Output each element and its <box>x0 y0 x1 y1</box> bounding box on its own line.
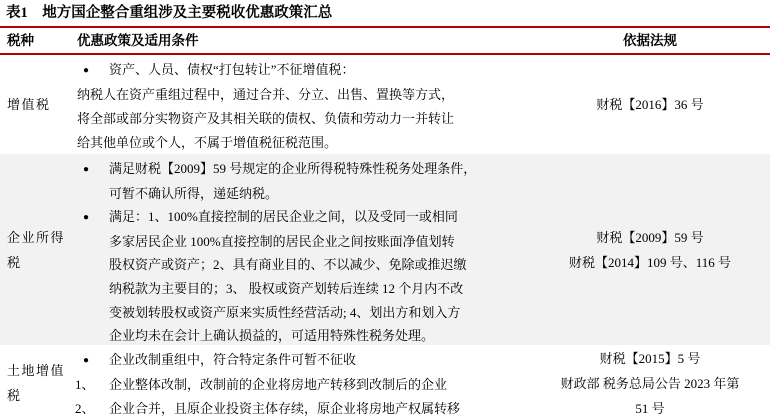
policy-line <box>74 301 554 325</box>
table-row <box>0 345 770 420</box>
basis-cell <box>554 55 770 154</box>
policy-cell <box>74 345 554 420</box>
bullet-icon: ● <box>83 65 90 76</box>
policy-text: 多家居民企业 100%直接控制的居民企业之间按账面净值划转 <box>109 233 455 249</box>
policy-text: 资产、人员、债权“打包转让”不征增值税： <box>109 62 355 77</box>
basis-regulation: 财税【2014】109 号、116 号 <box>568 254 732 270</box>
bullet-icon: ● <box>83 212 90 224</box>
policy-line <box>74 373 554 397</box>
table-title: 表1 地方国企整合重组涉及主要税收优惠政策汇总 <box>0 0 770 28</box>
policy-line <box>74 157 554 182</box>
header-basis: 依据法规 <box>623 33 677 48</box>
policy-cell <box>74 154 554 345</box>
policy-line <box>74 83 554 107</box>
bullet-icon: ● <box>83 355 90 366</box>
policy-text: 纳税人在资产重组过程中，通过合并、分立、出售、置换等方式， <box>77 87 455 102</box>
basis-cell <box>554 154 770 345</box>
policy-text: 企业均未在会计上确认损益的，可适用特殊性税务处理。 <box>109 328 435 344</box>
list-number: 1、 <box>75 377 95 392</box>
basis-regulation: 财税【2016】36 号 <box>596 97 704 112</box>
policy-line <box>74 131 554 155</box>
policy-line <box>74 58 554 83</box>
policy-line <box>74 397 554 420</box>
tax-type-label: 增值税 <box>7 97 51 112</box>
tax-type-label: 企业所得税 <box>7 229 66 270</box>
tax-type-cell <box>0 55 74 154</box>
tax-type-label: 土地增值税 <box>7 363 66 403</box>
basis-regulation: 财税【2015】5 号 <box>599 350 701 366</box>
policy-text: 股权资产或资产；2、具有商业目的、不以减少、免除或推迟缴 <box>109 257 467 273</box>
policy-line <box>74 253 554 277</box>
policy-line <box>74 230 554 254</box>
policy-line <box>74 348 554 373</box>
policy-text: 企业合并，且原企业投资主体存续，原企业将房地产权属转移 <box>109 401 461 416</box>
bullet-icon: ● <box>83 164 90 175</box>
policy-text: 满足财税【2009】59 号规定的企业所得税特殊性税务处理条件， <box>109 161 477 176</box>
policy-text: 纳税款为主要目的；3、 股权或资产划转后连续 12 个月内不改 <box>109 280 464 296</box>
policy-text: 变被划转股权或资产原来实质性经营活动; 4、划出方和划入方 <box>109 304 461 320</box>
header-tax-type: 税种 <box>7 33 34 48</box>
table-body <box>0 55 770 420</box>
policy-line <box>74 107 554 131</box>
tax-type-cell <box>0 154 74 345</box>
basis-regulation: 51 号 <box>635 400 665 416</box>
policy-cell <box>74 55 554 154</box>
policy-line <box>74 205 554 230</box>
policy-text: 企业改制重组中，符合特定条件可暂不征收 <box>109 352 357 367</box>
policy-text: 将全部或部分实物资产及其相关联的债权、负债和劳动力一并转让 <box>77 111 455 126</box>
policy-text: 给其他单位或个人，不属于增值税征税范围。 <box>77 135 338 150</box>
table-header <box>0 28 770 55</box>
header-policy: 优惠政策及适用条件 <box>77 33 199 48</box>
basis-regulation: 财税【2009】59 号 <box>596 229 704 245</box>
policy-text: 企业整体改制，改制前的企业将房地产转移到改制后的企业 <box>109 377 448 392</box>
list-number: 2、 <box>75 401 95 416</box>
policy-text: 可暂不确认所得，递延纳税。 <box>109 185 279 201</box>
policy-line <box>74 277 554 301</box>
basis-regulation: 财政部 税务总局公告 2023 年第 <box>560 375 740 391</box>
table-row <box>0 55 770 154</box>
table-row <box>0 154 770 345</box>
policy-line <box>74 182 554 206</box>
policy-text: 满足：1、100%直接控制的居民企业之间，以及受同一或相同 <box>109 209 458 225</box>
basis-cell <box>554 345 770 420</box>
tax-type-cell <box>0 345 74 420</box>
